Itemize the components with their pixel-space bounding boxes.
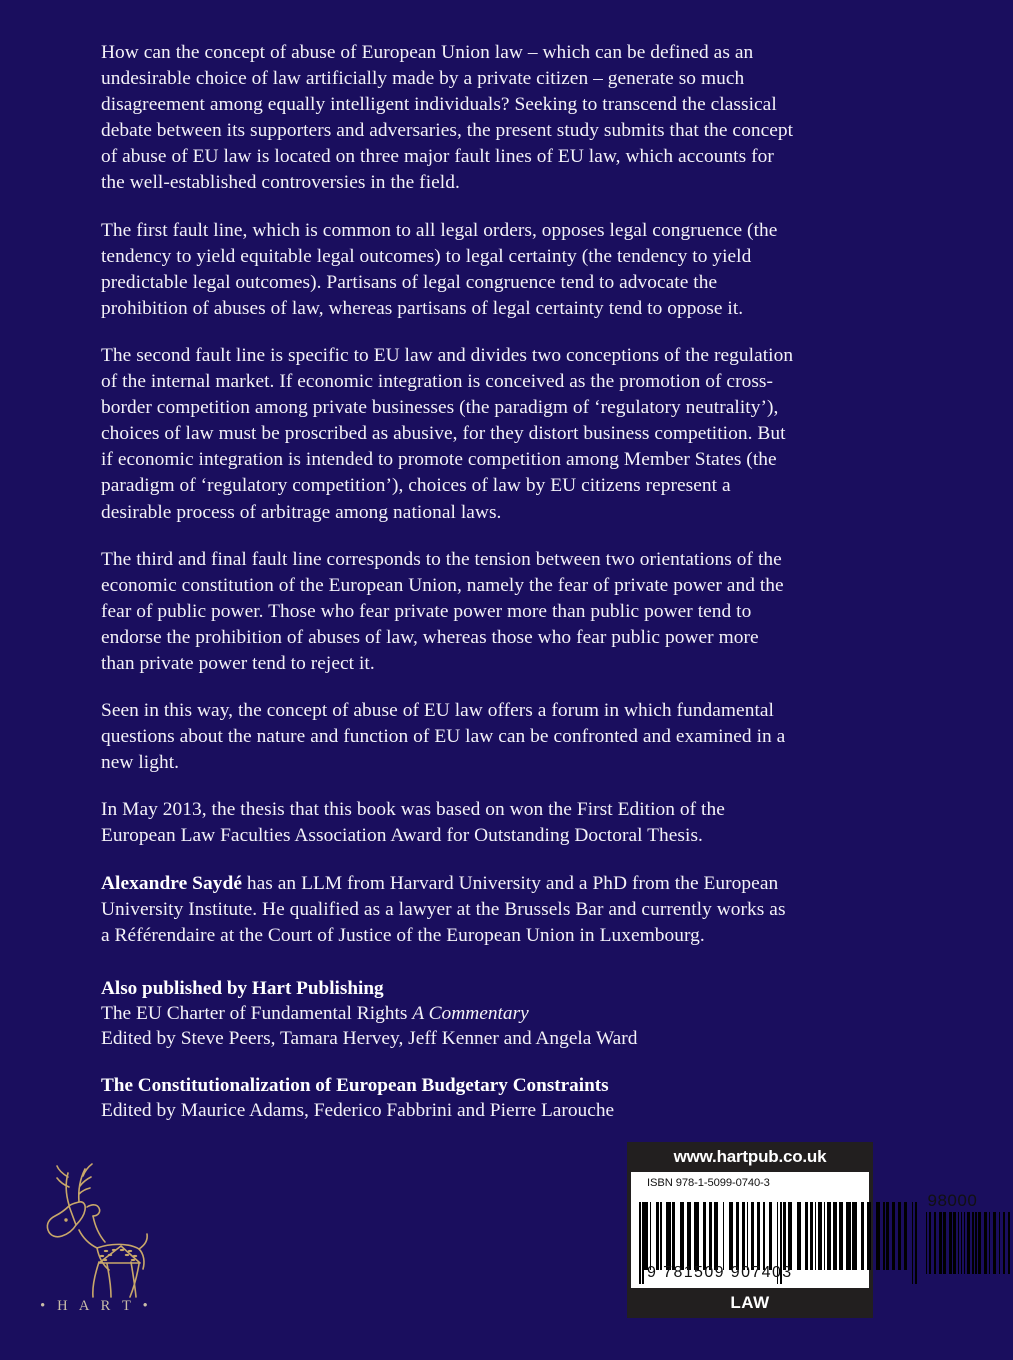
blurb-text-block [101, 40, 796, 949]
publisher-website: www.hartpub.co.uk [673, 1147, 827, 1166]
blurb-paragraph: Seen in this way, the concept of abuse of EU law offers a forum in which fundamental questions about the nature and function of EU law can be confronted and examined in a new light. [101, 700, 786, 774]
blurb-paragraph: The third and final fault line corresponds to the tension between two orientations of the economic constitution of the European Union, namely the fear of private power and the fear of public power. Those who fear private power more than public power tend to endorse the prohibition of abuses of law, whereas those who fear public power more than private power tend to reject it. [101, 548, 784, 674]
barcode-area [631, 1172, 978, 1288]
ean5-barcode [926, 1212, 1013, 1274]
author-bio-text: has an LLM from Harvard University and a PhD from the European University Institute. He qualified as a lawyer at the Brussels Bar and currently works as a Référendaire at the Court of Justice of the European Union in Luxembourg. [101, 872, 786, 946]
also-published-section [101, 976, 796, 1123]
related-editors: Edited by Maurice Adams, Federico Fabbrini and Pierre Larouche [101, 1100, 615, 1121]
blurb-paragraph: How can the concept of abuse of European Union law – which can be defined as an undesirable choice of law artificially made by a private citizen – generate so much disagreement among equally intelligent individuals? Seeking to transcend the classical debate between its supporters and adversaries, the present study submits that the concept of abuse of EU law is located on three major fault lines of EU law, which accounts for the well-established controversies in the field. [101, 42, 794, 194]
also-published-heading: Also published by Hart Publishing [101, 978, 384, 999]
barcode-panel [627, 1142, 978, 1318]
related-title [101, 1001, 796, 1026]
hart-wordmark: • H A R T • [40, 1298, 152, 1314]
barcode-human-digits: 9 781509 907403 [647, 1264, 793, 1281]
related-title-main: The EU Charter of Fundamental Rights [101, 1003, 413, 1024]
author-name: Alexandre Saydé [101, 872, 242, 894]
stag-deer-icon [35, 1150, 157, 1298]
author-bio [101, 871, 796, 949]
related-title: The Constitutionalization of European Budgetary Constraints [101, 1075, 609, 1096]
subject-category-label: LAW [730, 1293, 770, 1312]
isbn-label: ISBN 978-1-5099-0740-3 [647, 1177, 770, 1189]
ean5-addon-group [926, 1191, 1013, 1274]
blurb-paragraph: In May 2013, the thesis that this book was based on won the First Edition of the European Law Faculties Association Award for Outstanding Doctoral Thesis. [101, 799, 725, 847]
also-published-item [101, 976, 796, 1051]
related-title-subtitle: A Commentary [412, 1003, 529, 1024]
also-published-item [101, 1073, 796, 1123]
barcode-bars-row [639, 1191, 978, 1284]
hart-publishing-logo [35, 1150, 157, 1325]
related-editors: Edited by Steve Peers, Tamara Hervey, Jeff Kenner and Angela Ward [101, 1028, 638, 1049]
blurb-paragraph: The second fault line is specific to EU law and divides two conceptions of the regulation of the internal market. If economic integration is conceived as the promotion of cross-border competition among private businesses (the paradigm of ‘regulatory neutrality’), choices of law must be proscribed as abusive, for they distort business competition. But if economic integration is intended to promote competition among Member States (the paradigm of ‘regulatory competition’), choices of law by EU citizens represent a desirable process of arbitrage among national laws. [101, 344, 794, 523]
addon-digits: 98000 [927, 1191, 978, 1210]
blurb-paragraph: The first fault line, which is common to all legal orders, opposes legal congruence (the tendency to yield equitable legal outcomes) to legal certainty (the tendency to yield predictable legal outcomes). Partisans of legal congruence tend to advocate the prohibition of abuses of law, whereas partisans of legal certainty tend to oppose it. [101, 219, 778, 319]
